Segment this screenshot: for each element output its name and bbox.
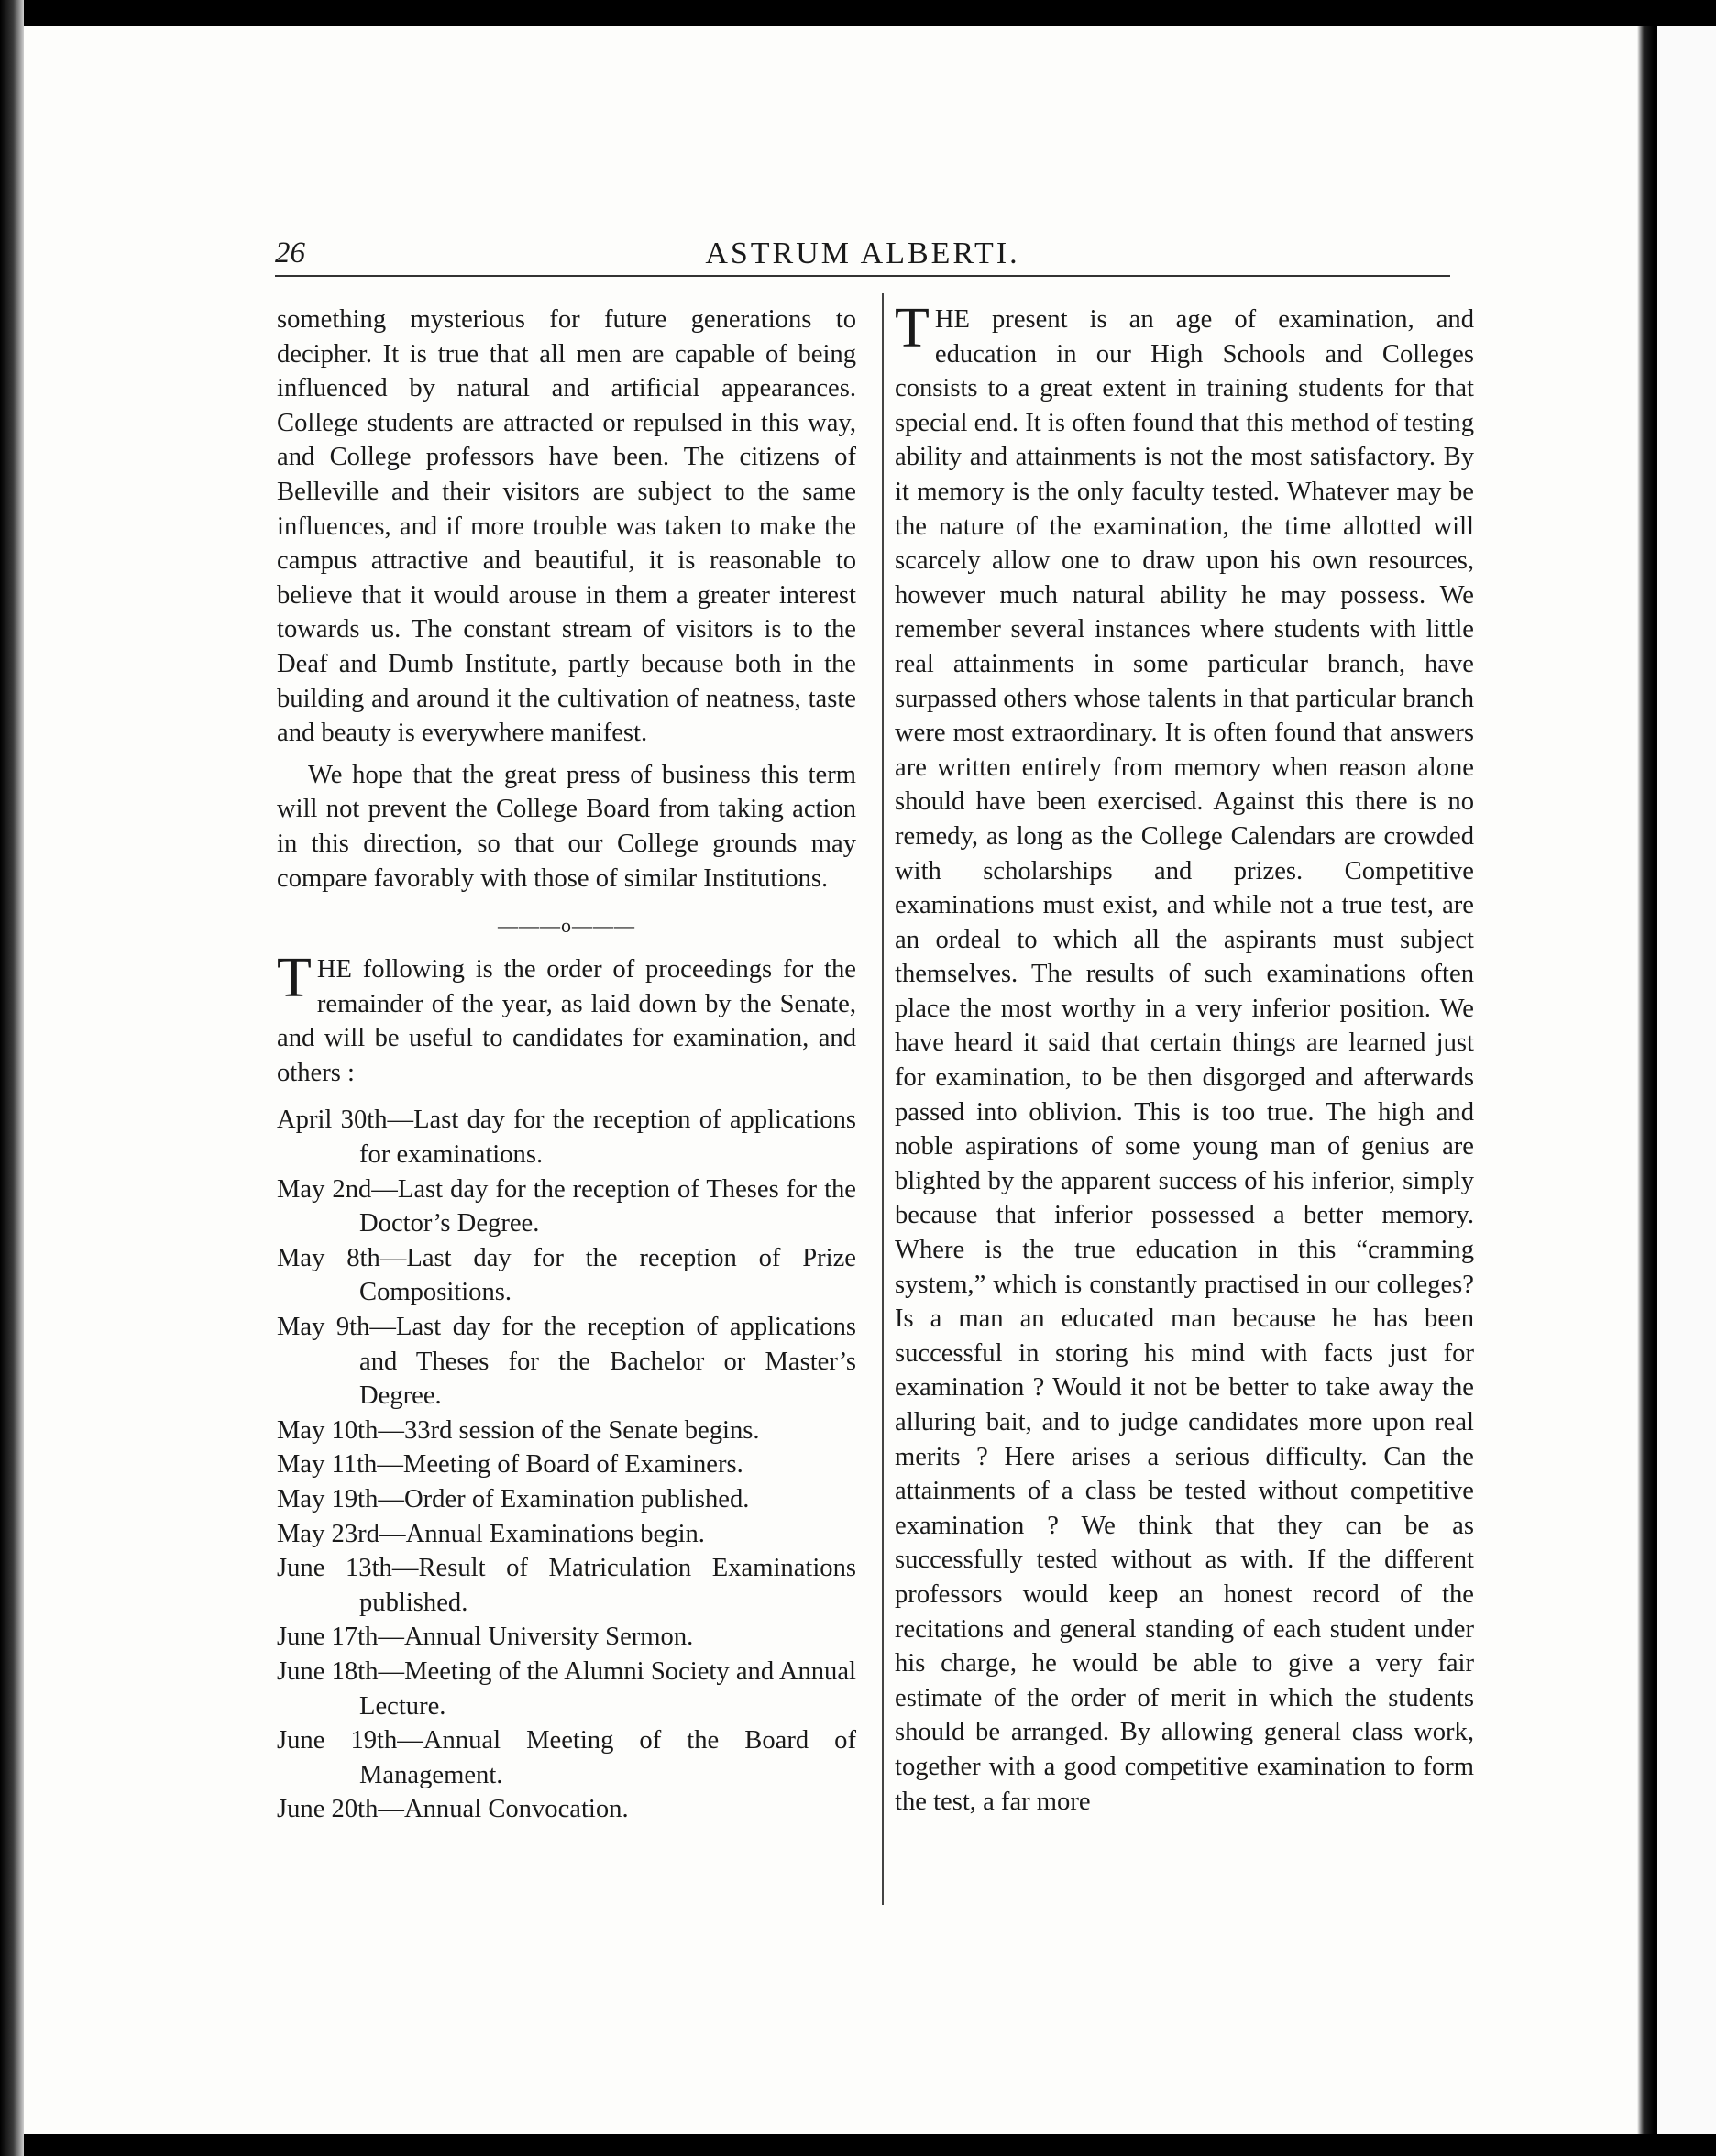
schedule-entry: May 8th—Last day for the reception of Prize Compositions. bbox=[277, 1243, 856, 1307]
notice-text: HE following is the order of proceedings for the remainder of the year, as laid down by the Senate, and will be useful to candidates for examination, and others : bbox=[277, 955, 856, 1087]
column-divider bbox=[882, 293, 884, 1905]
facing-page-edge bbox=[1657, 26, 1716, 2134]
header-rule bbox=[275, 275, 1450, 277]
running-title: ASTRUM ALBERTI. bbox=[705, 236, 1020, 270]
schedule-entry: April 30th—Last day for the reception of applications for examinations. bbox=[277, 1106, 856, 1170]
drop-cap: T bbox=[895, 297, 930, 359]
schedule-entry: June 20th—Annual Convocation. bbox=[277, 1795, 629, 1824]
schedule-entry: May 23rd—Annual Examinations begin. bbox=[277, 1519, 705, 1548]
schedule-entry: May 10th—33rd session of the Senate begins. bbox=[277, 1415, 760, 1445]
schedule-entry: May 11th—Meeting of Board of Examiners. bbox=[277, 1450, 743, 1480]
page-edge-shadow bbox=[1637, 26, 1654, 2134]
paragraph-college-board: We hope that the great press of business this term will not prevent the College Board from taking action in this direction, so that our College grounds may compare favorably with those of similar Institutions. bbox=[277, 760, 856, 893]
section-separator: ———o——— bbox=[498, 914, 635, 938]
schedule-entry: May 2nd—Last day for the reception of Theses for the Doctor’s Degree. bbox=[277, 1174, 856, 1238]
schedule-list bbox=[277, 1103, 856, 1826]
editorial-paragraph bbox=[895, 297, 1474, 1819]
drop-cap: T bbox=[277, 947, 312, 1010]
schedule-entry: May 19th—Order of Examination published. bbox=[277, 1485, 750, 1513]
left-column bbox=[277, 302, 856, 1827]
schedule-entry: June 17th—Annual University Sermon. bbox=[277, 1622, 694, 1652]
page-header bbox=[275, 233, 1450, 271]
schedule-entry: May 9th—Last day for the reception of applications and Theses for the Bachelor or Master’s Degree. bbox=[277, 1313, 856, 1411]
schedule-entry: June 18th—Meeting of the Alumni Society and Annual Lecture. bbox=[277, 1656, 856, 1721]
page-number: 26 bbox=[275, 236, 305, 270]
schedule-entry: June 19th—Annual Meeting of the Board of Management. bbox=[277, 1726, 856, 1789]
schedule-entry: June 13th—Result of Matriculation Examinations published. bbox=[277, 1554, 856, 1617]
notice-paragraph bbox=[277, 947, 856, 1090]
right-column bbox=[895, 297, 1474, 1819]
scan-spine-shadow bbox=[0, 0, 24, 2156]
editorial-text: HE present is an age of examination, and education in our High Schools and Colleges consists to a great extent in training students for that special end. It is often found that this method of testing ability and attainments is not the most satisfactory. By it memory is the only faculty tested. Whatever may be the nature of the examination, the time allotted will scarcely allow one to draw upon his own resources, however much natural ability he may possess. We remember several instances where students with little real attainments in some particular branch, have surpassed others whose talents in that particular branch were most extraordinary. It is often found that answers are written entirely from memory when reason alone should have been exercised. Against this there is no remedy, as long as the College Calendars are crowded with scholarships and prizes. Competitive examinations must exist, and while not a true test, are an ordeal to which all the aspirants must subject themselves. The results of such examinations often place the most worthy in a very inferior position. We have heard it said that certain things are learned just for examination, to be then disgorged and afterwards passed into oblivion. This is too true. The high and noble aspirations of some young man of genius are blighted by the apparent success of his inferior, simply because that inferior possessed a better memory. Where is the true education in this “cramming system,” which is constantly practised in our colleges? Is a man an educated man because he has been successful in storing his mind with facts just for examination ? Would it not be better to take away the alluring bait, and to judge candidates more upon real merits ? Here arises a serious difficulty. Can the attainments of a class be tested without competitive examination ? We think that they can be as successfully tested without as with. If the different professors would keep an honest record of the recitations and general standing of each student under his charge, he would be able to give a very fair estimate of the order of merit in which the students should be arranged. By allowing general class work, together with a good competitive examination to form the test, a far more bbox=[895, 305, 1474, 1816]
header-rule-thin bbox=[275, 280, 1450, 281]
continued-paragraph: something mysterious for future generations to decipher. It is true that all men are capable of being influenced by natural and artificial appearances. College students are attracted or repulsed in this way, and College professors have been. The citizens of Belleville and their visitors are subject to the same influences, and if more trouble was taken to make the campus attractive and beautiful, it is reasonable to believe that it would arouse in them a greater interest towards us. The constant stream of visitors is to the Deaf and Dumb Institute, partly because both in the building and around it the cultivation of neatness, taste and beauty is everywhere manifest. bbox=[277, 305, 856, 748]
